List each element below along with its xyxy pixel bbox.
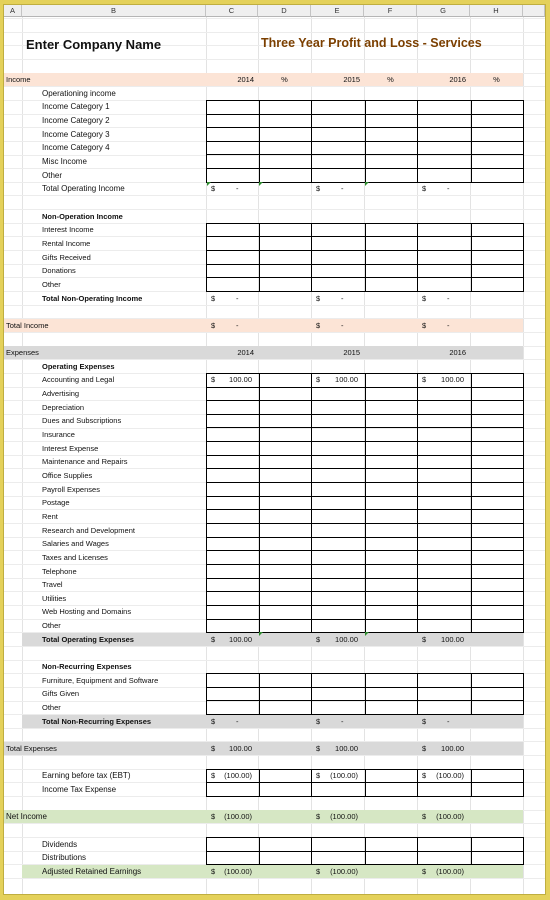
retained-0-dollar: $ <box>211 866 216 876</box>
total-expenses-label: Total Expenses <box>6 743 57 753</box>
total-expenses-0-value: 100.00 <box>229 743 252 753</box>
non-recurring-expenses-label: Non-Recurring Expenses <box>42 662 132 672</box>
input-col-divider <box>471 838 472 864</box>
input-col-divider <box>471 224 472 291</box>
total-op-income-dash-1: - <box>341 184 344 194</box>
total-non-op-dash-2: - <box>447 293 450 303</box>
expense-item-label: Office Supplies <box>42 470 93 480</box>
expense-item-label: Maintenance and Repairs <box>42 457 128 467</box>
input-col-divider <box>259 101 260 182</box>
expense-item-label: Dues and Subscriptions <box>42 416 122 426</box>
total-non-rec-dash-2: - <box>447 716 450 726</box>
ebt-label: Earning before tax (EBT) <box>42 771 131 781</box>
retained-earnings-label: Adjusted Retained Earnings <box>42 866 142 876</box>
total-op-income-dollar-0: $ <box>211 184 216 194</box>
income-tax-label: Income Tax Expense <box>42 784 117 794</box>
total-non-op-dollar-2: $ <box>422 293 427 303</box>
income-header-label: Income <box>6 75 31 85</box>
income-category-label: Income Category 2 <box>42 116 110 126</box>
grid-hline <box>4 305 545 306</box>
total-operating-income-label: Total Operating Income <box>42 184 125 194</box>
total-non-op-dollar-1: $ <box>316 293 321 303</box>
total-non-rec-dollar-0: $ <box>211 716 216 726</box>
accounting-value-0-dollar: $ <box>211 375 216 385</box>
total-operating-expenses-label: Total Operating Expenses <box>42 634 134 644</box>
operating-expenses-inputs-1[interactable] <box>311 373 418 633</box>
column-header-filler <box>523 5 545 17</box>
net-income-1-dollar: $ <box>316 812 321 822</box>
non-recurring-item-label: Other <box>42 703 61 712</box>
net-income-label: Net Income <box>6 812 47 822</box>
dividends-distributions-inputs-2[interactable] <box>417 837 524 865</box>
accounting-value-1-dollar: $ <box>316 375 321 385</box>
net-income-2-dollar: $ <box>422 812 427 822</box>
expense-item-label: Insurance <box>42 430 75 439</box>
grid-hline <box>4 332 545 333</box>
sheet-title: Three Year Profit and Loss - Services <box>261 36 482 50</box>
input-col-divider <box>471 101 472 182</box>
retained-0-value: (100.00) <box>224 866 252 876</box>
expense-item-label: Depreciation <box>42 402 85 412</box>
expense-item-label: Rent <box>42 511 58 521</box>
accounting-value-2-dollar: $ <box>422 375 427 385</box>
non-operating-item-label: Donations <box>42 266 76 276</box>
column-header-b[interactable]: B <box>22 5 206 17</box>
accounting-value-1-value: 100.00 <box>335 375 358 385</box>
dividends-distributions-inputs-0[interactable] <box>206 837 312 865</box>
total-expenses-2-value: 100.00 <box>441 743 464 753</box>
column-header-f[interactable]: F <box>364 5 417 17</box>
operating-income-label: Operationing income <box>42 88 116 98</box>
income-pct-2: % <box>493 75 500 85</box>
total-income-dollar-2: $ <box>422 320 427 330</box>
column-header-c[interactable]: C <box>206 5 258 17</box>
retained-2-dollar: $ <box>422 866 427 876</box>
error-flag-icon <box>365 632 369 636</box>
error-flag-icon <box>207 182 211 186</box>
non-operating-income-label: Non-Operation Income <box>42 211 123 221</box>
income-year-1: 2015 <box>343 75 360 85</box>
grid-hline <box>4 59 545 60</box>
ebt-1-value: (100.00) <box>330 771 358 781</box>
total-non-rec-dash-1: - <box>341 716 344 726</box>
input-col-divider <box>259 374 260 632</box>
column-header-d[interactable]: D <box>258 5 311 17</box>
total-income-dash-2: - <box>447 320 450 330</box>
expense-item-label: Research and Development <box>42 525 135 535</box>
retained-2-value: (100.00) <box>436 866 464 876</box>
expense-item-label: Travel <box>42 580 63 590</box>
retained-1-dollar: $ <box>316 866 321 876</box>
input-col-divider <box>365 101 366 182</box>
non-operating-item-label: Rental Income <box>42 238 91 248</box>
non-operating-income-inputs-1[interactable] <box>311 223 418 292</box>
accounting-value-0-value: 100.00 <box>229 375 252 385</box>
accounting-value-2-value: 100.00 <box>441 375 464 385</box>
expense-item-label: Salaries and Wages <box>42 539 109 549</box>
expense-item-label: Other <box>42 621 61 631</box>
non-operating-income-inputs-0[interactable] <box>206 223 312 292</box>
grid-hline <box>4 755 545 756</box>
total-income-dash-1: - <box>341 320 344 330</box>
column-header-g[interactable]: G <box>417 5 470 17</box>
total-op-income-dollar-2: $ <box>422 184 427 194</box>
input-col-divider <box>365 374 366 632</box>
income-category-label: Income Category 1 <box>42 102 110 112</box>
input-col-divider <box>365 838 366 864</box>
total-income-dash-0: - <box>236 320 239 330</box>
ebt-0-dollar: $ <box>211 771 216 781</box>
expense-item-label: Taxes and Licenses <box>42 552 108 562</box>
company-name-input[interactable]: Enter Company Name <box>26 37 162 52</box>
total-income-dollar-1: $ <box>316 320 321 330</box>
non-recurring-expenses-inputs-2[interactable] <box>417 673 524 715</box>
total-op-income-dash-0: - <box>236 184 239 194</box>
income-category-label: Other <box>42 170 63 180</box>
operating-expenses-inputs-2[interactable] <box>417 373 524 633</box>
total-non-op-dash-1: - <box>341 293 344 303</box>
total-op-exp-1-value: 100.00 <box>335 634 358 644</box>
total-expenses-0-dollar: $ <box>211 743 216 753</box>
input-col-divider <box>471 674 472 714</box>
non-recurring-item-label: Furniture, Equipment and Software <box>42 675 159 685</box>
input-col-divider <box>365 770 366 796</box>
total-income-dollar-0: $ <box>211 320 216 330</box>
ebt-2-value: (100.00) <box>436 771 464 781</box>
grid-hline <box>4 728 545 729</box>
total-non-op-dollar-0: $ <box>211 293 216 303</box>
income-categories-inputs-1[interactable] <box>311 100 418 183</box>
non-operating-item-label: Other <box>42 279 61 289</box>
spreadsheet-window <box>4 5 545 894</box>
total-expenses-2-dollar: $ <box>422 743 427 753</box>
non-operating-item-label: Gifts Received <box>42 252 91 262</box>
input-col-divider <box>365 224 366 291</box>
total-non-operating-income-label: Total Non-Operating Income <box>42 293 143 303</box>
ebt-0-value: (100.00) <box>224 771 252 781</box>
grid-hline <box>4 823 545 824</box>
column-header-a[interactable]: A <box>4 5 22 17</box>
net-income-0-value: (100.00) <box>224 812 252 822</box>
expenses-year-0: 2014 <box>237 348 254 358</box>
income-category-label: Income Category 3 <box>42 129 110 139</box>
total-expenses-1-dollar: $ <box>316 743 321 753</box>
non-recurring-expenses-inputs-1[interactable] <box>311 673 418 715</box>
net-income-2-value: (100.00) <box>436 812 464 822</box>
total-non-recurring-label: Total Non-Recurring Expenses <box>42 716 152 726</box>
non-recurring-item-label: Gifts Given <box>42 689 80 699</box>
income-categories-inputs-2[interactable] <box>417 100 524 183</box>
total-op-exp-1-dollar: $ <box>316 634 321 644</box>
expense-item-label: Advertising <box>42 389 80 399</box>
non-operating-income-inputs-2[interactable] <box>417 223 524 292</box>
income-categories-inputs-0[interactable] <box>206 100 312 183</box>
total-non-rec-dollar-1: $ <box>316 716 321 726</box>
net-income-0-dollar: $ <box>211 812 216 822</box>
total-non-op-dash-0: - <box>236 293 239 303</box>
total-op-exp-2-dollar: $ <box>422 634 427 644</box>
income-category-label: Misc Income <box>42 157 87 166</box>
expense-item-label: Web Hosting and Domains <box>42 607 132 617</box>
ebt-1-dollar: $ <box>316 771 321 781</box>
total-income-label: Total Income <box>6 320 49 330</box>
total-op-income-dollar-1: $ <box>316 184 321 194</box>
expense-item-label: Payroll Expenses <box>42 484 100 494</box>
input-col-divider <box>259 674 260 714</box>
grid-hline <box>4 646 545 647</box>
expense-item-label: Telephone <box>42 566 77 576</box>
net-income-1-value: (100.00) <box>330 812 358 822</box>
error-flag-icon <box>365 182 369 186</box>
error-flag-icon <box>259 632 263 636</box>
column-header-h[interactable]: H <box>470 5 523 17</box>
income-category-label: Income Category 4 <box>42 143 110 153</box>
input-col-divider <box>471 374 472 632</box>
input-col-divider <box>259 224 260 291</box>
expenses-year-1: 2015 <box>343 348 360 358</box>
dividends-label: Dividends <box>42 839 78 849</box>
income-year-2: 2016 <box>449 75 466 85</box>
expenses-header-label: Expenses <box>6 348 39 358</box>
income-year-0: 2014 <box>237 75 254 85</box>
income-pct-0: % <box>281 75 288 85</box>
total-op-exp-0-value: 100.00 <box>229 634 252 644</box>
error-flag-icon <box>259 182 263 186</box>
expense-item-label: Interest Expense <box>42 443 99 453</box>
total-expenses-1-value: 100.00 <box>335 743 358 753</box>
total-non-rec-dash-0: - <box>236 716 239 726</box>
total-non-rec-dollar-2: $ <box>422 716 427 726</box>
retained-1-value: (100.00) <box>330 866 358 876</box>
total-op-exp-0-dollar: $ <box>211 634 216 644</box>
expenses-year-2: 2016 <box>449 348 466 358</box>
non-operating-item-label: Interest Income <box>42 225 94 235</box>
expense-item-label: Utilities <box>42 593 67 603</box>
input-col-divider <box>259 838 260 864</box>
expense-item-label: Accounting and Legal <box>42 375 115 385</box>
column-header-e[interactable]: E <box>311 5 364 17</box>
grid-hline <box>4 195 545 196</box>
operating-expenses-label: Operating Expenses <box>42 361 115 371</box>
non-recurring-expenses-inputs-0[interactable] <box>206 673 312 715</box>
input-col-divider <box>259 770 260 796</box>
input-col-divider <box>471 770 472 796</box>
grid-hline <box>4 878 545 879</box>
expense-item-label: Postage <box>42 498 70 508</box>
dividends-distributions-inputs-1[interactable] <box>311 837 418 865</box>
total-op-exp-2-value: 100.00 <box>441 634 464 644</box>
distributions-label: Distributions <box>42 853 87 863</box>
operating-expenses-inputs-0[interactable] <box>206 373 312 633</box>
ebt-2-dollar: $ <box>422 771 427 781</box>
grid-hline <box>4 18 545 19</box>
total-op-income-dash-2: - <box>447 184 450 194</box>
input-col-divider <box>365 674 366 714</box>
income-pct-1: % <box>387 75 394 85</box>
